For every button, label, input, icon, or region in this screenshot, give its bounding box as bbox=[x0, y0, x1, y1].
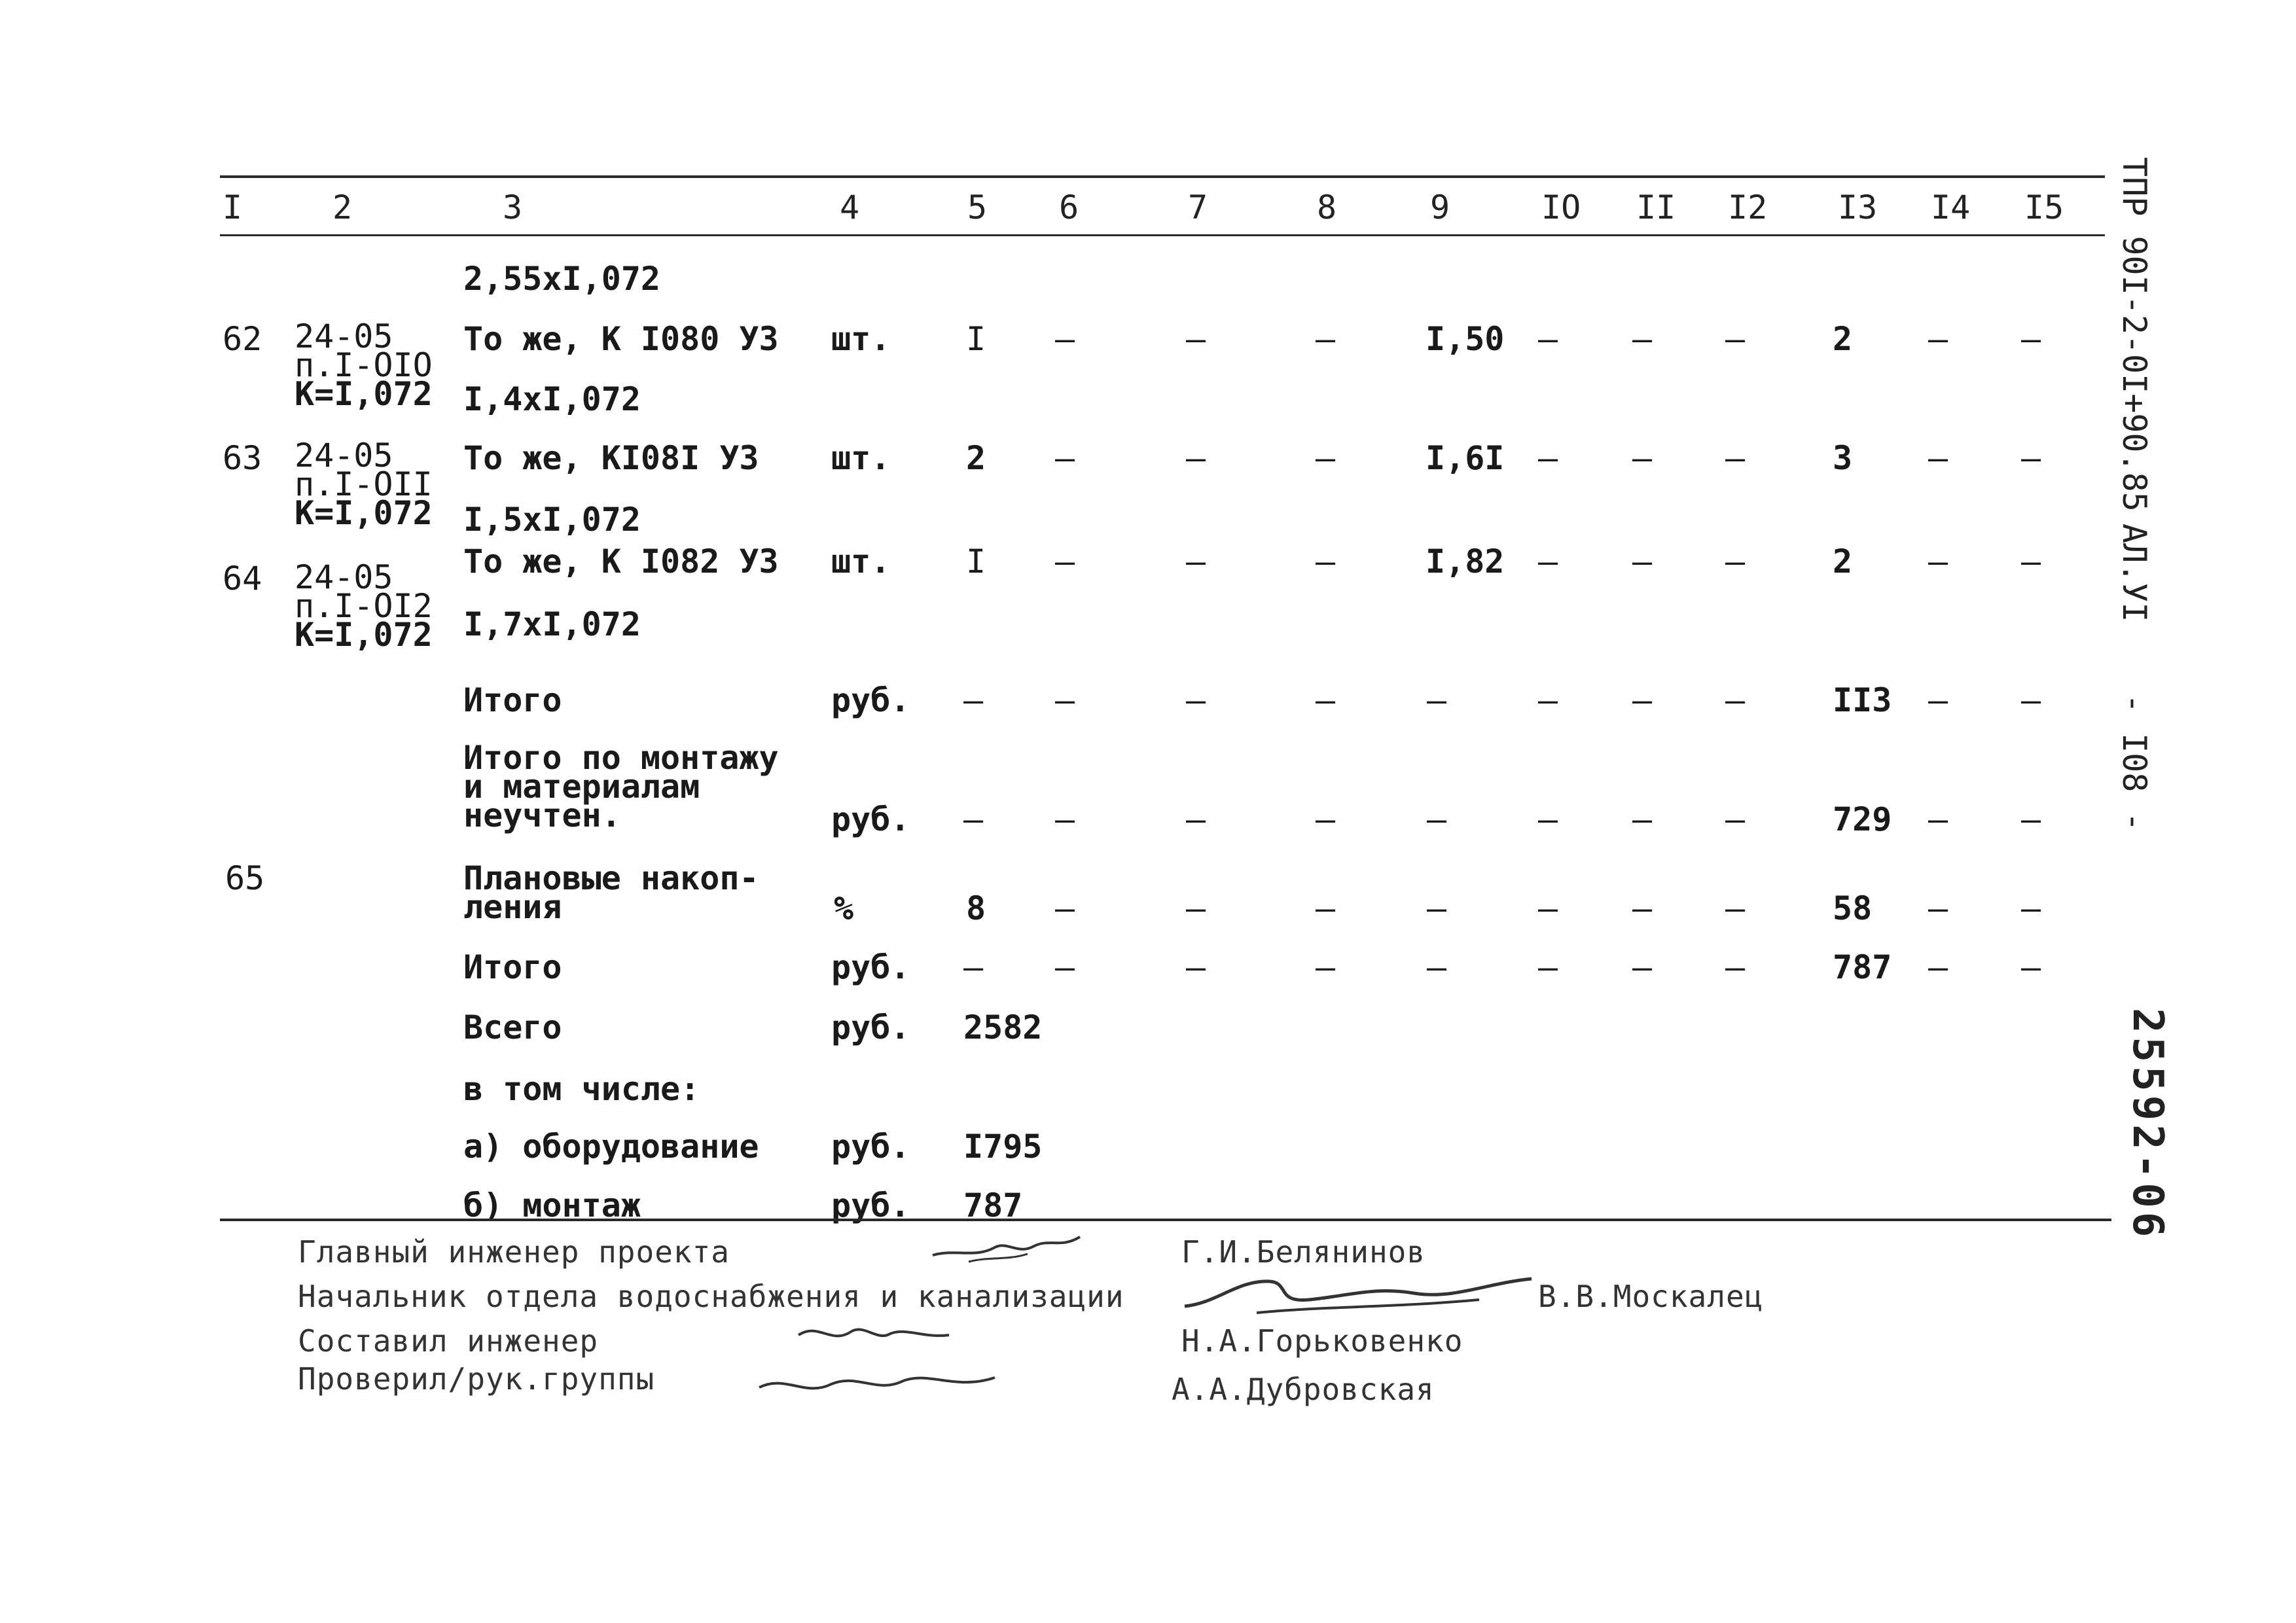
cell-col5: 787 bbox=[963, 1186, 1023, 1224]
reference-item: п.I-OII bbox=[295, 465, 433, 503]
cell-col14: – bbox=[1928, 889, 1948, 927]
cell-description bbox=[463, 859, 759, 926]
cell-col9: – bbox=[1427, 889, 1447, 927]
col-header-3: 3 bbox=[503, 188, 523, 226]
cell-description-formula: I,5xI,072 bbox=[463, 501, 641, 539]
cell-col10: – bbox=[1538, 800, 1558, 838]
reference-coefficient: К=I,072 bbox=[295, 616, 433, 654]
description-line: Плановые накоп- bbox=[463, 859, 759, 897]
col-header-2: 2 bbox=[332, 188, 353, 226]
cell-col6: – bbox=[1055, 320, 1075, 358]
cell-col6: – bbox=[1055, 543, 1075, 580]
col-header-6: 6 bbox=[1059, 188, 1079, 226]
cell-position: 62 bbox=[223, 320, 262, 358]
cell-unit: руб. bbox=[831, 1186, 910, 1224]
cell-col12: – bbox=[1725, 543, 1746, 580]
col-header-8: 8 bbox=[1317, 188, 1337, 226]
cell-col8: – bbox=[1316, 320, 1336, 358]
cell-col11: – bbox=[1632, 800, 1653, 838]
table-bottom-rule bbox=[220, 1219, 2111, 1221]
cell-description: То же, К I082 УЗ bbox=[463, 543, 779, 580]
cell-col6: – bbox=[1055, 681, 1075, 719]
cell-col15: – bbox=[2021, 681, 2041, 719]
col-header-5: 5 bbox=[967, 188, 988, 226]
cell-unit: руб. bbox=[831, 1128, 910, 1166]
handwritten-signature bbox=[929, 1229, 1086, 1268]
cell-col15: – bbox=[2021, 439, 2041, 477]
col-header-7: 7 bbox=[1188, 188, 1208, 226]
cell-col12: – bbox=[1725, 320, 1746, 358]
cell-col11: – bbox=[1632, 889, 1653, 927]
col-header-9: 9 bbox=[1430, 188, 1450, 226]
col-header-4: 4 bbox=[840, 188, 860, 226]
cell-col7: – bbox=[1186, 320, 1206, 358]
cell-col11: – bbox=[1632, 948, 1653, 986]
cell-col6: – bbox=[1055, 439, 1075, 477]
description-line: неучтен. bbox=[463, 796, 621, 834]
cell-col6: – bbox=[1055, 948, 1075, 986]
cell-col5: – bbox=[963, 681, 984, 719]
cell-position: 64 bbox=[223, 560, 262, 597]
header-bottom-rule bbox=[220, 234, 2105, 236]
description-line: Итого по монтажу bbox=[463, 739, 779, 777]
signature-role: Главный инженер проекта bbox=[298, 1234, 730, 1270]
cell-col15: – bbox=[2021, 948, 2041, 986]
cell-col14: – bbox=[1928, 543, 1948, 580]
description-line: ления bbox=[463, 888, 562, 926]
cell-col8: – bbox=[1316, 681, 1336, 719]
cell-unit: руб. bbox=[831, 948, 910, 986]
cell-col7: – bbox=[1186, 889, 1206, 927]
cell-description-formula: I,4xI,072 bbox=[463, 380, 641, 418]
cell-col5: I bbox=[966, 543, 986, 580]
cell-col6: – bbox=[1055, 889, 1075, 927]
document-number: 25592-06 bbox=[2123, 1008, 2172, 1241]
cell-description: То же, К I080 УЗ bbox=[463, 320, 779, 358]
reference-code: 24-05 bbox=[295, 317, 393, 355]
cell-col8: – bbox=[1316, 543, 1336, 580]
cell-unit: руб. bbox=[831, 681, 910, 719]
signature-role: Составил инженер bbox=[298, 1323, 599, 1359]
reference-coefficient: К=I,072 bbox=[295, 375, 433, 413]
cell-col5: I795 bbox=[963, 1128, 1043, 1166]
cell-reference bbox=[295, 437, 433, 532]
cell-col8: – bbox=[1316, 948, 1336, 986]
col-header-13: I3 bbox=[1838, 188, 1878, 226]
cell-col10: – bbox=[1538, 889, 1558, 927]
signature-role: Начальник отдела водоснабжения и канализации bbox=[298, 1279, 1124, 1314]
cell-col8: – bbox=[1316, 800, 1336, 838]
cell-col7: – bbox=[1186, 948, 1206, 986]
signature-name: В.В.Москалец bbox=[1538, 1279, 1764, 1314]
cell-col12: – bbox=[1725, 948, 1746, 986]
cell-col14: – bbox=[1928, 800, 1948, 838]
description-line: и материалам bbox=[463, 768, 700, 806]
cell-col11: – bbox=[1632, 543, 1653, 580]
cell-col7: – bbox=[1186, 543, 1206, 580]
cell-col9: – bbox=[1427, 948, 1447, 986]
cell-description: а) оборудование bbox=[463, 1128, 759, 1166]
cell-col7: – bbox=[1186, 800, 1206, 838]
cell-col10: – bbox=[1538, 320, 1558, 358]
cell-col5: 2582 bbox=[963, 1008, 1043, 1046]
cell-description-formula: I,7xI,072 bbox=[463, 605, 641, 643]
cell-col12: – bbox=[1725, 681, 1746, 719]
cell-col12: – bbox=[1725, 889, 1746, 927]
cell-description: Итого bbox=[463, 948, 562, 986]
cell-col15: – bbox=[2021, 543, 2041, 580]
cell-description bbox=[463, 739, 779, 834]
reference-code: 24-05 bbox=[295, 437, 393, 474]
cell-col9: I,50 bbox=[1426, 320, 1505, 358]
cell-unit: руб. bbox=[831, 800, 910, 838]
cell-col5: I bbox=[966, 320, 986, 358]
cell-unit: шт. bbox=[831, 543, 891, 580]
cell-col11: – bbox=[1632, 439, 1653, 477]
col-header-15: I5 bbox=[2024, 188, 2064, 226]
cell-unit: руб. bbox=[831, 1008, 910, 1046]
cell-description: б) монтаж bbox=[463, 1186, 641, 1224]
signature-role: Проверил/рук.группы bbox=[298, 1361, 655, 1397]
cell-col13: 2 bbox=[1833, 543, 1853, 580]
cell-description: Всего bbox=[463, 1008, 562, 1046]
cell-col9: – bbox=[1427, 800, 1447, 838]
cell-reference bbox=[295, 558, 433, 654]
page-number: - I08 - bbox=[2115, 694, 2153, 832]
cell-col15: – bbox=[2021, 320, 2041, 358]
cell-unit: % bbox=[834, 889, 854, 927]
cell-description: То же, КI08I УЗ bbox=[463, 439, 759, 477]
cell-col14: – bbox=[1928, 439, 1948, 477]
signature-name: А.А.Дубровская bbox=[1172, 1372, 1435, 1407]
cell-col12: – bbox=[1725, 800, 1746, 838]
handwritten-signature bbox=[753, 1361, 1001, 1407]
cell-col13: 787 bbox=[1833, 948, 1892, 986]
cell-position: 65 bbox=[225, 859, 265, 897]
col-header-10: IO bbox=[1541, 188, 1581, 226]
cell-description: в том числе: bbox=[463, 1070, 700, 1108]
cell-col12: – bbox=[1725, 439, 1746, 477]
cell-col9: I,6I bbox=[1426, 439, 1505, 477]
handwritten-signature bbox=[792, 1315, 962, 1355]
cell-col9: – bbox=[1427, 681, 1447, 719]
cell-col8: – bbox=[1316, 439, 1336, 477]
cell-col13: II3 bbox=[1833, 681, 1892, 719]
cell-col5: 8 bbox=[966, 889, 986, 927]
col-header-11: II bbox=[1636, 188, 1676, 226]
cell-col15: – bbox=[2021, 889, 2041, 927]
cell-col10: – bbox=[1538, 681, 1558, 719]
cell-col11: – bbox=[1632, 320, 1653, 358]
signature-name: Н.А.Горьковенко bbox=[1181, 1323, 1463, 1359]
cell-col13: 729 bbox=[1833, 800, 1892, 838]
cell-col10: – bbox=[1538, 543, 1558, 580]
document-code: ТПР 90I-2-0I+90.85 bbox=[2115, 157, 2153, 512]
table-top-rule bbox=[220, 175, 2105, 178]
cell-col6: – bbox=[1055, 800, 1075, 838]
cell-col10: – bbox=[1538, 948, 1558, 986]
reference-item: п.I-OI2 bbox=[295, 587, 433, 625]
cell-col13: 58 bbox=[1833, 889, 1873, 927]
cell-col5: – bbox=[963, 948, 984, 986]
cell-col11: – bbox=[1632, 681, 1653, 719]
cell-unit: шт. bbox=[831, 320, 891, 358]
cell-description: Итого bbox=[463, 681, 562, 719]
reference-coefficient: К=I,072 bbox=[295, 494, 433, 532]
cell-col14: – bbox=[1928, 320, 1948, 358]
cell-col9: I,82 bbox=[1426, 543, 1505, 580]
cell-col14: – bbox=[1928, 948, 1948, 986]
reference-item: п.I-OIO bbox=[295, 346, 433, 384]
reference-code: 24-05 bbox=[295, 558, 393, 596]
cell-col5: – bbox=[963, 800, 984, 838]
cell-col13: 2 bbox=[1833, 320, 1853, 358]
cell-col5: 2 bbox=[966, 439, 986, 477]
cell-col14: – bbox=[1928, 681, 1948, 719]
cell-col7: – bbox=[1186, 439, 1206, 477]
col-header-14: I4 bbox=[1931, 188, 1971, 226]
handwritten-signature bbox=[1178, 1267, 1545, 1319]
cell-reference bbox=[295, 317, 433, 413]
album-label: АЛ.УI bbox=[2115, 524, 2153, 622]
col-header-1: I bbox=[223, 188, 243, 226]
cell-unit: шт. bbox=[831, 439, 891, 477]
signature-name: Г.И.Белянинов bbox=[1181, 1234, 1426, 1270]
col-header-12: I2 bbox=[1728, 188, 1768, 226]
cell-col15: – bbox=[2021, 800, 2041, 838]
cell-position: 63 bbox=[223, 439, 262, 477]
cell-col8: – bbox=[1316, 889, 1336, 927]
cell-col13: 3 bbox=[1833, 439, 1853, 477]
cell-col10: – bbox=[1538, 439, 1558, 477]
cell-description: 2,55xI,072 bbox=[463, 260, 661, 298]
cell-col7: – bbox=[1186, 681, 1206, 719]
